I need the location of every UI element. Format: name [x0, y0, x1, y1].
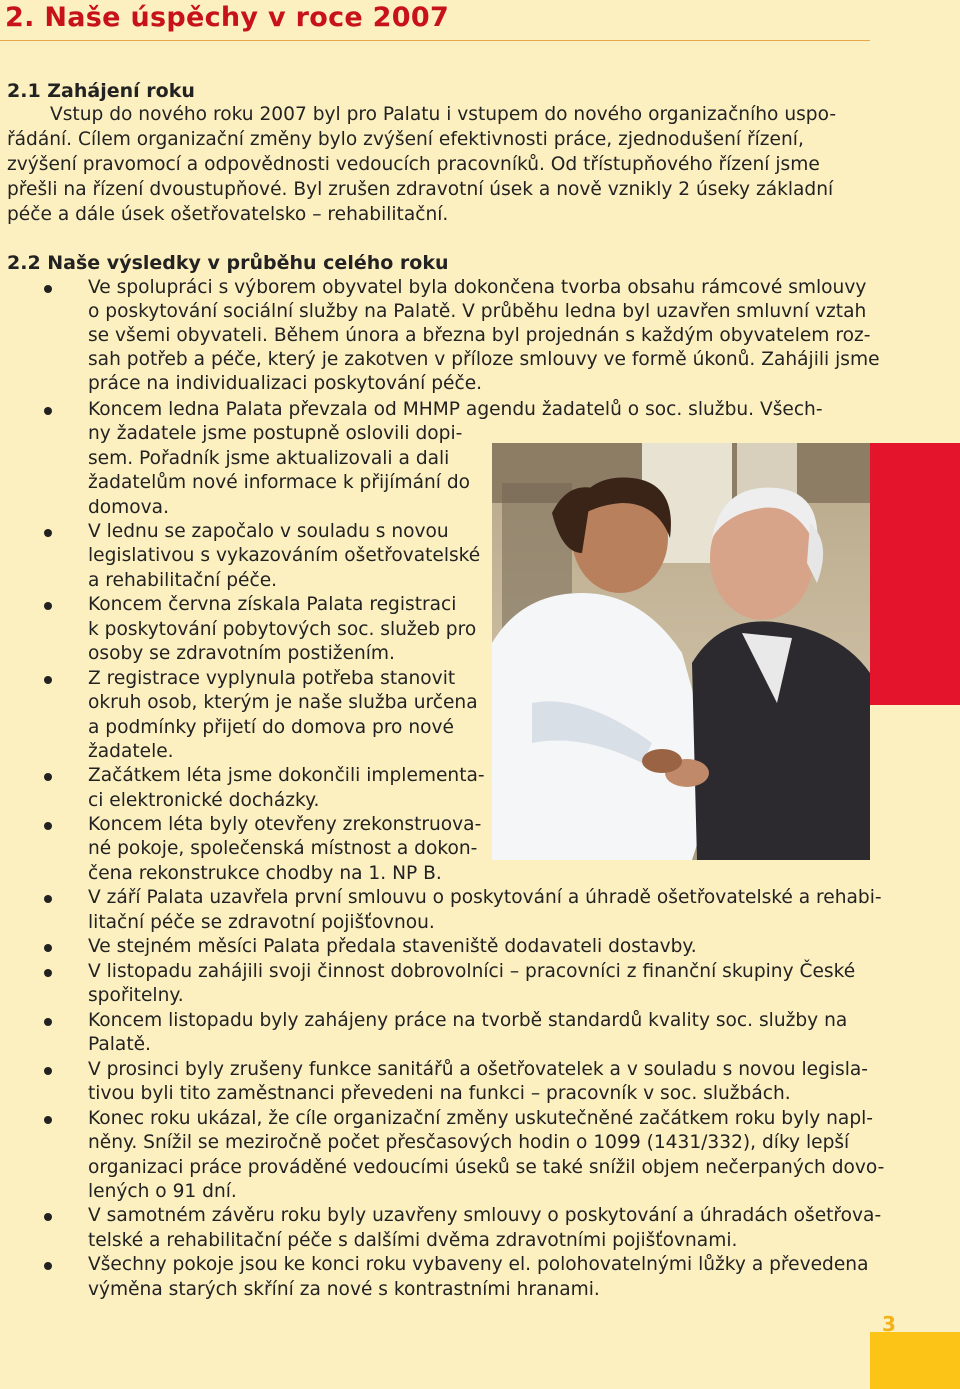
bullet — [44, 529, 52, 537]
bullet — [44, 1262, 52, 1270]
list-item-line: Palatě. — [88, 1034, 151, 1055]
list-item-line: žadatele. — [88, 741, 174, 762]
list-item-line: žadatelům nové informace k přijímání do — [88, 472, 471, 493]
red-accent-band — [870, 443, 960, 705]
list-item-line: litační péče se zdravotní pojišťovnou. — [88, 912, 435, 933]
paragraph-line: přešli na řízení dvoustupňové. Byl zrušen zdravotní úsek a nově vznikly 2 úseky základní — [7, 179, 834, 200]
paragraph-line: řádání. Cílem organizační změny bylo zvýšení efektivnosti práce, zjednodušení řízení, — [7, 129, 804, 150]
list-item-line: sem. Pořadník jsme aktualizovali a dali — [88, 448, 450, 469]
bullet — [44, 1213, 52, 1221]
list-item-line: o poskytování sociální služby na Palatě. V průběhu ledna byl uzavřen smluvní vztah — [88, 301, 867, 322]
list-item-line: k poskytování pobytových soc. služeb pro — [88, 619, 477, 640]
title-divider — [0, 40, 870, 41]
list-item-line: Ve stejném měsíci Palata předala staveniště dodavateli dostavby. — [88, 936, 697, 957]
bullet — [44, 1067, 52, 1075]
list-item-line: V prosinci byly zrušeny funkce sanitářů a ošetřovatelek a v souladu s novou legisla- — [88, 1059, 869, 1080]
bullet — [44, 407, 52, 415]
bullet — [44, 1116, 52, 1124]
list-item-line: domova. — [88, 497, 169, 518]
list-item-line: Koncem ledna Palata převzala od MHMP agendu žadatelů o soc. službu. Všech- — [88, 399, 823, 420]
list-item-line: lených o 91 dní. — [88, 1181, 237, 1202]
list-item-line: práce na individualizaci poskytování péče. — [88, 373, 483, 394]
list-item-line: Koncem léta byly otevřeny zrekonstruova- — [88, 814, 482, 835]
bullet — [44, 944, 52, 952]
list-item-line: ny žadatele jsme postupně oslovili dopi- — [88, 423, 463, 444]
page-number: 3 — [882, 1312, 896, 1336]
bullet — [44, 602, 52, 610]
list-item-line: čena rekonstrukce chodby na 1. NP B. — [88, 863, 442, 884]
list-item-line: a rehabilitační péče. — [88, 570, 278, 591]
list-item-line: sah potřeb a péče, který je zakotven v příloze smlouvy ve formě úkonů. Zahájili jsme — [88, 349, 880, 370]
page-title: 2. Naše úspěchy v roce 2007 — [5, 2, 450, 33]
list-item-line: organizaci práce prováděné vedoucími úseků se také snížil objem nečerpaných dovo- — [88, 1157, 885, 1178]
list-item-line: výměna starých skříní za nové s kontrastními hranami. — [88, 1279, 600, 1300]
list-item-line: Koncem listopadu byly zahájeny práce na tvorbě standardů kvality soc. služby na — [88, 1010, 848, 1031]
yellow-accent-band — [870, 1332, 960, 1389]
bullet — [44, 285, 52, 293]
list-item-line: osoby se zdravotním postižením. — [88, 643, 395, 664]
paragraph-line: zvýšení pravomocí a odpovědnosti vedoucích pracovníků. Od třístupňového řízení jsme — [7, 154, 820, 175]
bullet — [44, 773, 52, 781]
section-heading: 2.2 Naše výsledky v průběhu celého roku — [7, 252, 449, 274]
list-item-line: se všemi obyvateli. Během února a března byl projednán s každým obyvatelem roz- — [88, 325, 871, 346]
list-item-line: telské a rehabilitační péče s dalšími dvěma zdravotními pojišťovnami. — [88, 1230, 738, 1251]
list-item-line: V lednu se započalo v souladu s novou — [88, 521, 449, 542]
bullet — [44, 822, 52, 830]
list-item-line: Ve spolupráci s výborem obyvatel byla dokončena tvorba obsahu rámcové smlouvy — [88, 277, 867, 298]
list-item-line: něny. Snížil se meziročně počet přesčasových hodin o 1099 (1431/332), díky lepší — [88, 1132, 850, 1153]
photo-nurse-and-resident — [492, 443, 870, 860]
bullet — [44, 969, 52, 977]
list-item-line: Z registrace vyplynula potřeba stanovit — [88, 668, 456, 689]
list-item-line: a podmínky přijetí do domova pro nové — [88, 717, 454, 738]
bullet — [44, 676, 52, 684]
bullet — [44, 895, 52, 903]
list-item-line: V září Palata uzavřela první smlouvu o poskytování a úhradě ošetřovatelské a rehabi- — [88, 887, 882, 908]
bullet — [44, 1018, 52, 1026]
list-item-line: legislativou s vykazováním ošetřovatelské — [88, 545, 481, 566]
list-item-line: tivou byli tito zaměstnanci převedeni na funkci – pracovník v soc. službách. — [88, 1083, 791, 1104]
list-item-line: Koncem června získala Palata registraci — [88, 594, 457, 615]
paragraph-line: péče a dále úsek ošetřovatelsko – rehabilitační. — [7, 204, 449, 225]
list-item-line: V listopadu zahájili svoji činnost dobrovolníci – pracovníci z finanční skupiny České — [88, 961, 856, 982]
list-item-line: okruh osob, kterým je naše služba určena — [88, 692, 478, 713]
list-item-line: Začátkem léta jsme dokončili implementa- — [88, 765, 485, 786]
list-item-line: Konec roku ukázal, že cíle organizační změny uskutečněné začátkem roku byly napl- — [88, 1108, 874, 1129]
list-item-line: ci elektronické docházky. — [88, 790, 320, 811]
section-heading: 2.1 Zahájení roku — [7, 80, 195, 102]
list-item-line: spořitelny. — [88, 985, 184, 1006]
list-item-line: Všechny pokoje jsou ke konci roku vybaveny el. polohovatelnými lůžky a převedena — [88, 1254, 869, 1275]
list-item-line: né pokoje, společenská místnost a dokon- — [88, 838, 478, 859]
paragraph-line: Vstup do nového roku 2007 byl pro Palatu i vstupem do nového organizačního uspo- — [50, 104, 837, 125]
list-item-line: V samotném závěru roku byly uzavřeny smlouvy o poskytování a úhradách ošetřova- — [88, 1205, 882, 1226]
